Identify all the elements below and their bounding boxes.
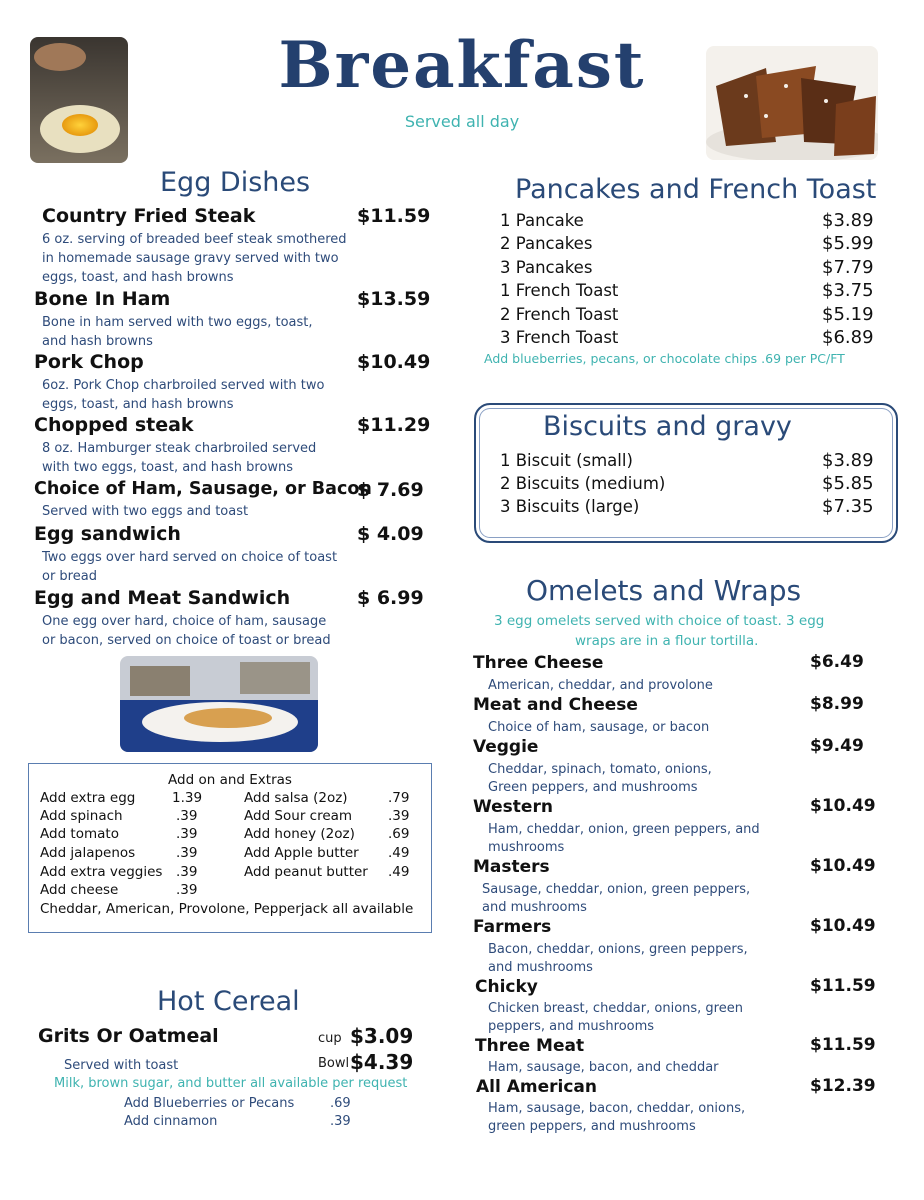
- pancake-item-name: 3 Pancakes: [500, 258, 593, 277]
- extra-price: .39: [176, 845, 198, 861]
- item-name: Masters: [473, 857, 550, 877]
- item-price: $6.49: [810, 652, 864, 672]
- biscuit-item-price: $3.89: [822, 450, 874, 471]
- cereal-addon-label: Add Blueberries or Pecans: [124, 1096, 295, 1111]
- item-description: Green peppers, and mushrooms: [488, 780, 698, 795]
- extra-label: Add tomato: [40, 826, 119, 842]
- item-name: Bone In Ham: [34, 288, 171, 310]
- extra-price: .49: [388, 864, 410, 880]
- extras-cheese-note: Cheddar, American, Provolone, Pepperjack all available: [40, 901, 414, 917]
- extra-price: .79: [388, 790, 410, 806]
- biscuits-heading: Biscuits and gravy: [543, 411, 792, 442]
- item-name: Farmers: [473, 917, 552, 937]
- pancake-item-name: 3 French Toast: [500, 328, 619, 347]
- extra-label: Add salsa (2oz): [244, 790, 348, 806]
- pancake-item-price: $3.75: [822, 280, 874, 301]
- item-description: peppers, and mushrooms: [488, 1019, 655, 1034]
- extra-label: Add spinach: [40, 808, 123, 824]
- item-description: or bacon, served on choice of toast or bread: [42, 633, 331, 648]
- omelets-intro: 3 egg omelets served with choice of toast. 3 egg: [494, 613, 825, 629]
- item-price: $11.59: [357, 205, 431, 227]
- item-name: Country Fried Steak: [42, 205, 256, 227]
- item-description: eggs, toast, and hash browns: [42, 397, 234, 412]
- extra-label: Add honey (2oz): [244, 826, 355, 842]
- extra-label: Add peanut butter: [244, 864, 368, 880]
- item-price: $11.59: [810, 976, 876, 996]
- pancake-item-price: $5.19: [822, 304, 874, 325]
- cereal-addon-price: .69: [330, 1096, 351, 1111]
- item-description: Sausage, cheddar, onion, green peppers,: [482, 882, 751, 897]
- item-description: eggs, toast, and hash browns: [42, 270, 234, 285]
- menu-title: Breakfast: [278, 28, 646, 103]
- item-name: All American: [476, 1077, 597, 1097]
- item-description: 6 oz. serving of breaded beef steak smothered: [42, 232, 347, 247]
- item-description: Bone in ham served with two eggs, toast,: [42, 315, 313, 330]
- extra-label: Add extra egg: [40, 790, 136, 806]
- item-description: Served with two eggs and toast: [42, 504, 249, 519]
- item-price: $11.59: [810, 1035, 876, 1055]
- item-name: Three Meat: [475, 1036, 585, 1056]
- omelets-intro: wraps are in a flour tortilla.: [575, 633, 759, 649]
- item-description: Ham, sausage, bacon, cheddar, onions,: [488, 1101, 746, 1116]
- item-name: Pork Chop: [34, 351, 144, 373]
- item-description: One egg over hard, choice of ham, sausage: [42, 614, 327, 629]
- item-price: $ 4.09: [357, 523, 424, 545]
- extra-label: Add cheese: [40, 882, 119, 898]
- extras-heading: Add on and Extras: [168, 772, 292, 788]
- item-name: Choice of Ham, Sausage, or Bacon: [34, 479, 372, 499]
- item-name: Western: [473, 797, 553, 817]
- item-name: Three Cheese: [473, 653, 604, 673]
- item-description: Ham, cheddar, onion, green peppers, and: [488, 822, 760, 837]
- menu-subtitle: Served all day: [404, 112, 520, 131]
- item-description: Choice of ham, sausage, or bacon: [488, 720, 710, 735]
- item-price: $ 7.69: [357, 479, 424, 501]
- item-description: 6oz. Pork Chop charbroiled served with two: [42, 378, 325, 393]
- extra-price: .39: [176, 808, 198, 824]
- cereal-addon-price: .39: [330, 1114, 351, 1129]
- item-price: $10.49: [810, 796, 876, 816]
- pancakes-heading: Pancakes and French Toast: [515, 174, 877, 205]
- biscuit-item-name: 1 Biscuit (small): [500, 451, 633, 470]
- egg-dishes-heading: Egg Dishes: [160, 167, 311, 198]
- cereal-served-note: Served with toast: [64, 1058, 179, 1073]
- item-description: and mushrooms: [488, 960, 593, 975]
- cereal-cup-label: cup: [318, 1031, 342, 1046]
- item-description: Two eggs over hard served on choice of toast: [42, 550, 338, 565]
- item-description: and hash browns: [42, 334, 153, 349]
- cereal-addon-label: Add cinnamon: [124, 1114, 218, 1129]
- pancake-item-name: 2 French Toast: [500, 305, 619, 324]
- item-description: Chicken breast, cheddar, onions, green: [488, 1001, 743, 1016]
- item-description: Ham, sausage, bacon, and cheddar: [488, 1060, 719, 1075]
- pancake-item-name: 2 Pancakes: [500, 234, 593, 253]
- biscuit-item-name: 3 Biscuits (large): [500, 497, 640, 516]
- breakfast-plate-photo: [120, 656, 318, 752]
- item-name: Egg sandwich: [34, 523, 181, 545]
- extra-price: .39: [176, 864, 198, 880]
- extra-label: Add jalapenos: [40, 845, 136, 861]
- item-name: Egg and Meat Sandwich: [34, 587, 291, 609]
- pancakes-toppings-note: Add blueberries, pecans, or chocolate chips .69 per PC/FT: [484, 351, 845, 366]
- pancake-item-name: 1 Pancake: [500, 211, 584, 230]
- extra-price: 1.39: [172, 790, 203, 806]
- item-description: in homemade sausage gravy served with two: [42, 251, 339, 266]
- item-name: Meat and Cheese: [473, 695, 638, 715]
- item-name: Chicky: [475, 977, 538, 997]
- item-name: Veggie: [473, 737, 539, 757]
- biscuit-item-price: $5.85: [822, 473, 874, 494]
- item-price: $10.49: [810, 916, 876, 936]
- item-description: American, cheddar, and provolone: [488, 678, 713, 693]
- biscuit-item-price: $7.35: [822, 496, 874, 517]
- french-toast-photo: [706, 46, 878, 160]
- item-description: Cheddar, spinach, tomato, onions,: [488, 762, 712, 777]
- item-price: $11.29: [357, 414, 431, 436]
- pancake-item-price: $5.99: [822, 233, 874, 254]
- item-description: or bread: [42, 569, 97, 584]
- extra-price: .39: [388, 808, 410, 824]
- extra-label: Add extra veggies: [40, 864, 163, 880]
- item-price: $13.59: [357, 288, 431, 310]
- item-description: Bacon, cheddar, onions, green peppers,: [488, 942, 748, 957]
- extra-price: .69: [388, 826, 410, 842]
- pancake-item-price: $6.89: [822, 327, 874, 348]
- item-description: 8 oz. Hamburger steak charbroiled served: [42, 441, 317, 456]
- pancake-item-price: $3.89: [822, 210, 874, 231]
- fried-egg-photo: [30, 37, 128, 163]
- item-price: $ 6.99: [357, 587, 424, 609]
- cereal-name: Grits Or Oatmeal: [38, 1025, 219, 1047]
- item-price: $12.39: [810, 1076, 876, 1096]
- omelets-heading: Omelets and Wraps: [526, 574, 802, 607]
- cereal-cup-price: $3.09: [350, 1024, 414, 1048]
- hot-cereal-heading: Hot Cereal: [157, 986, 300, 1017]
- pancake-item-price: $7.79: [822, 257, 874, 278]
- extra-label: Add Apple butter: [244, 845, 359, 861]
- extra-price: .49: [388, 845, 410, 861]
- biscuit-item-name: 2 Biscuits (medium): [500, 474, 666, 493]
- item-price: $10.49: [357, 351, 431, 373]
- pancake-item-name: 1 French Toast: [500, 281, 619, 300]
- item-price: $10.49: [810, 856, 876, 876]
- item-description: and mushrooms: [482, 900, 587, 915]
- item-description: mushrooms: [488, 840, 565, 855]
- item-price: $9.49: [810, 736, 864, 756]
- item-description: with two eggs, toast, and hash browns: [42, 460, 294, 475]
- item-description: green peppers, and mushrooms: [488, 1119, 696, 1134]
- cereal-bowl-label: Bowl: [318, 1056, 350, 1071]
- cereal-condiments-note: Milk, brown sugar, and butter all available per request: [54, 1076, 408, 1091]
- extra-label: Add Sour cream: [244, 808, 353, 824]
- extra-price: .39: [176, 882, 198, 898]
- extra-price: .39: [176, 826, 198, 842]
- cereal-bowl-price: $4.39: [350, 1050, 414, 1074]
- item-name: Chopped steak: [34, 414, 194, 436]
- item-price: $8.99: [810, 694, 864, 714]
